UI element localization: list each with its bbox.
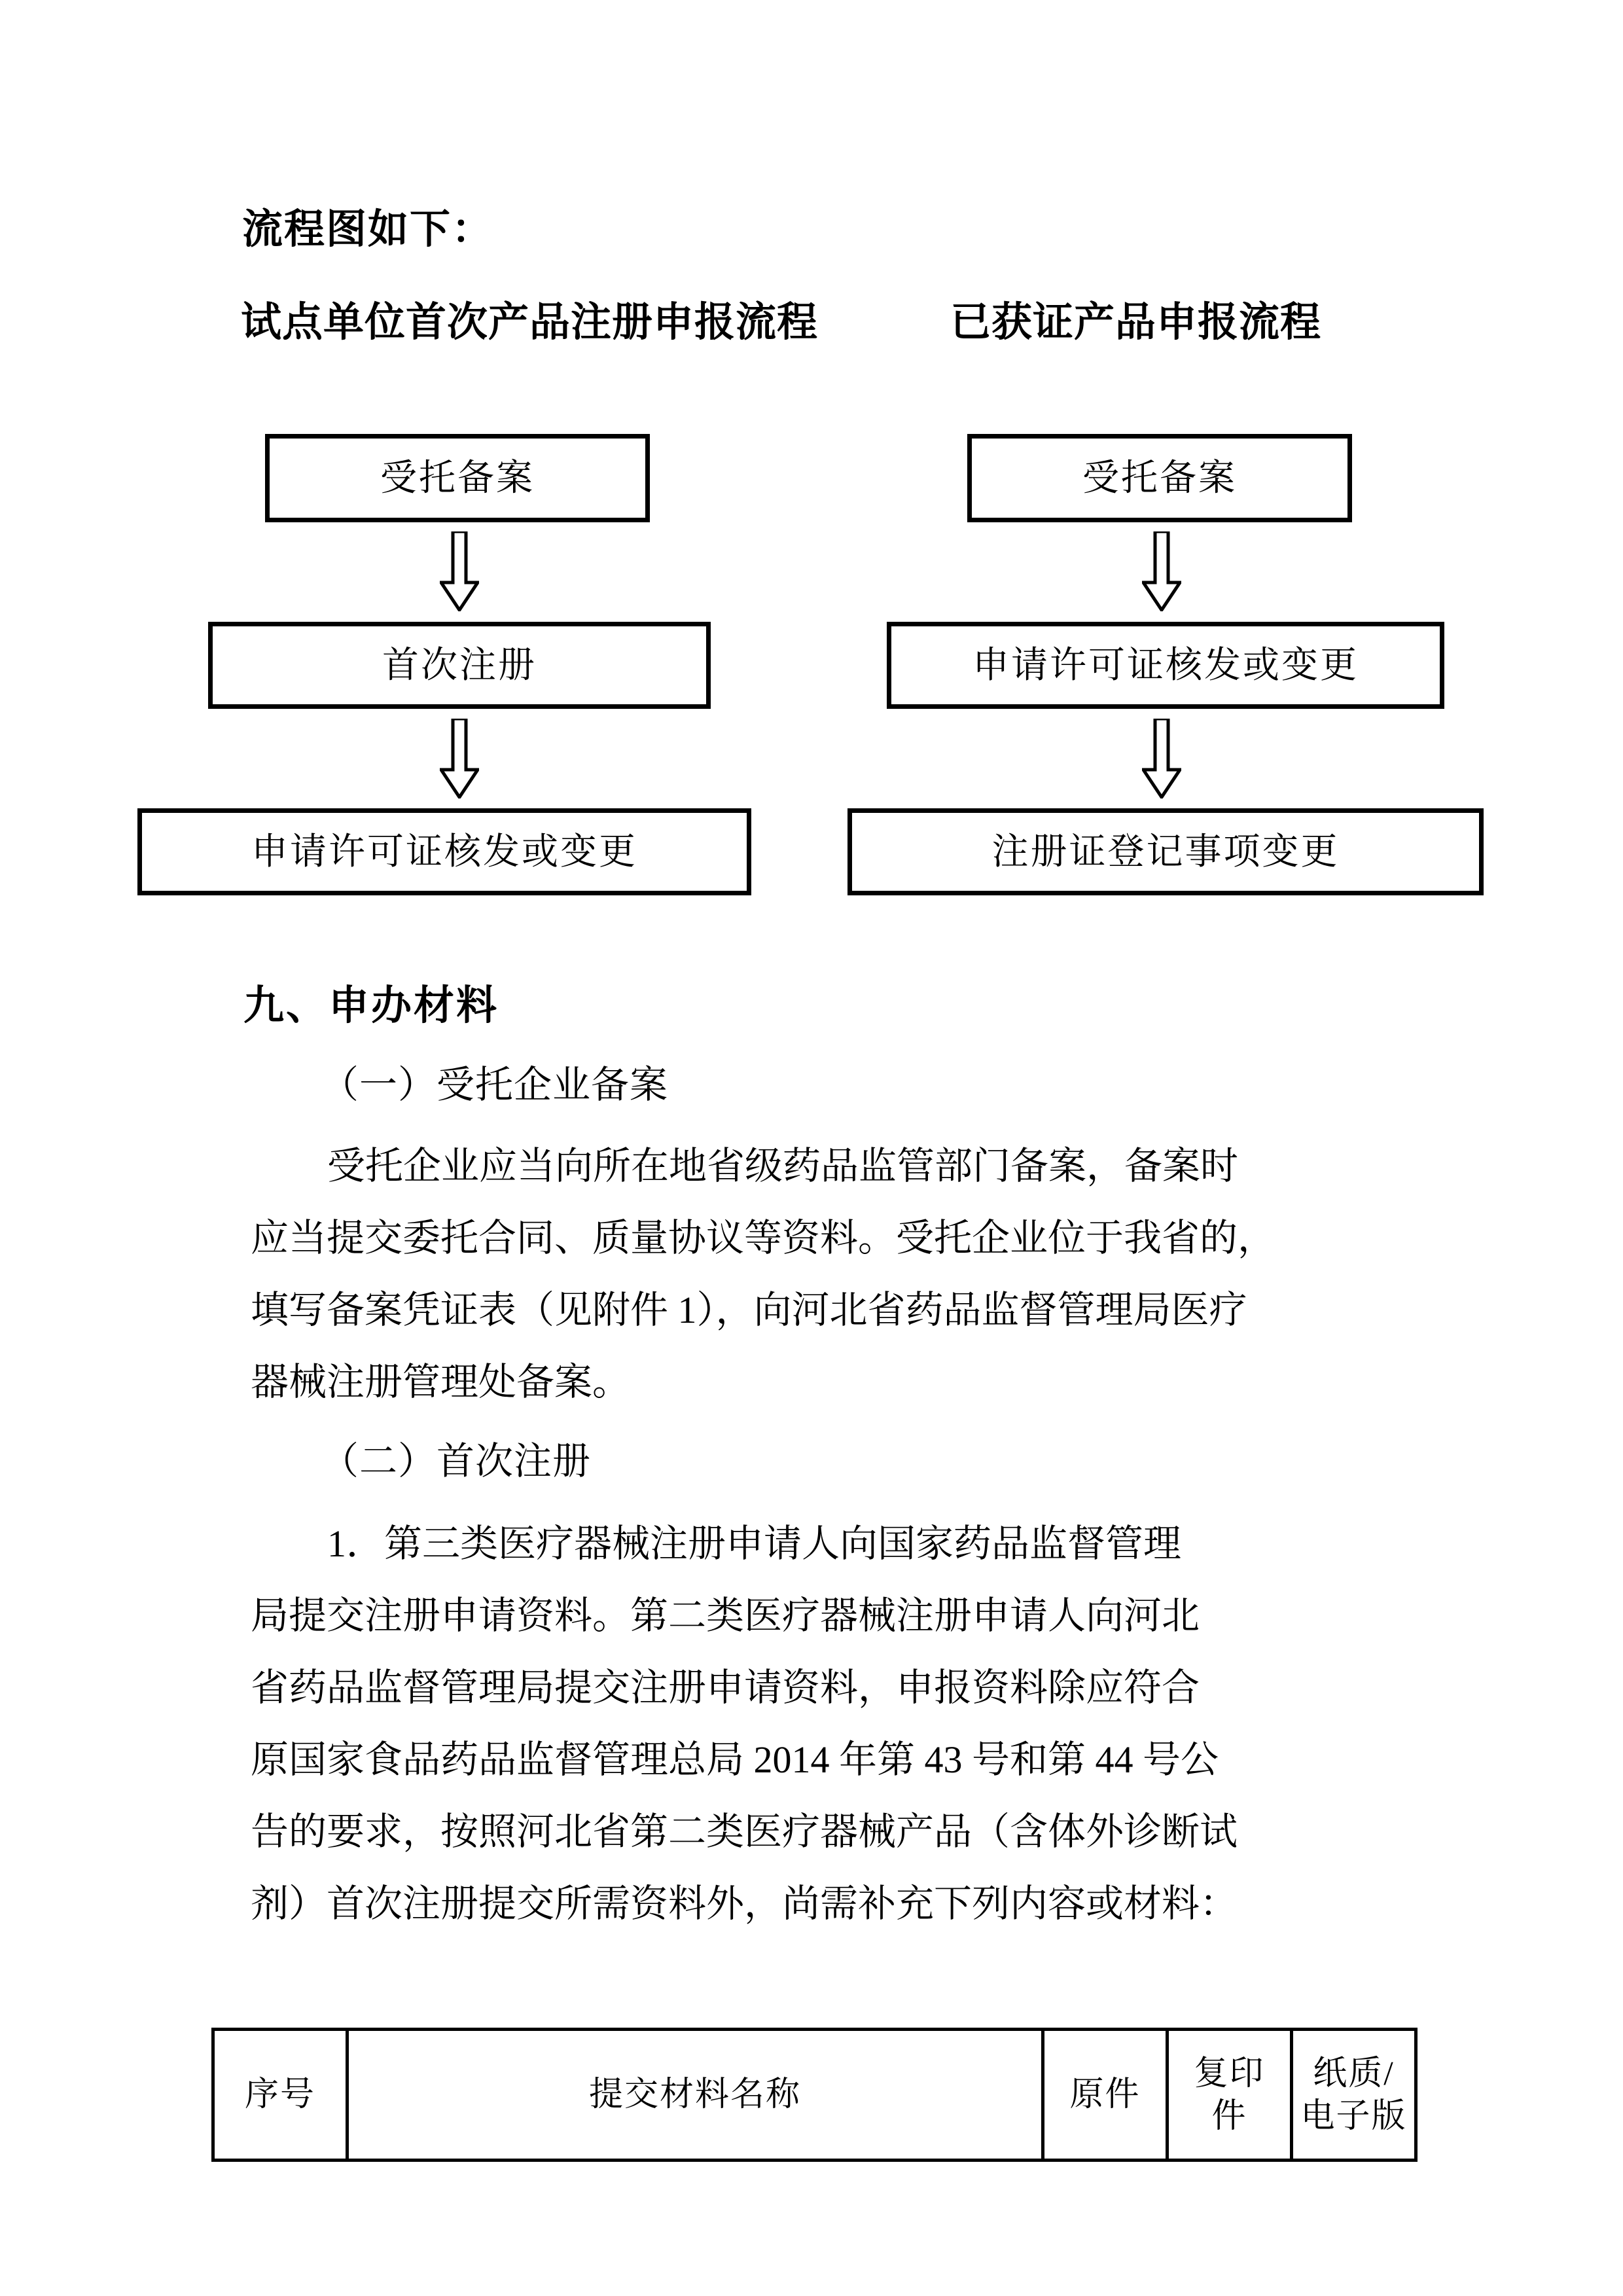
flowchart-title-left: 试点单位首次产品注册申报流程 [241,300,819,345]
table-header-format [1292,2030,1416,2161]
body-line: 剂）首次注册提交所需资料外，尚需补充下列内容或材料： [251,1882,1238,1925]
body-line: 器械注册管理处备案。 [251,1361,631,1403]
body-line: 原国家食品药品监督管理总局 2014 年第 43 号和第 44 号公 [251,1738,1219,1781]
flow-box-label: 受托备案 [380,457,535,499]
table-header-row [213,2030,1416,2161]
flow-box-label: 申请许可证核发或变更 [251,831,637,872]
flow-box-right-step-2 [887,622,1444,709]
body-line: 省药品监督管理局提交注册申请资料，申报资料除应符合 [251,1666,1200,1709]
flow-box-left-step-1 [265,434,650,522]
body-line: 告的要求，按照河北省第二类医疗器械产品（含体外诊断试 [251,1810,1238,1853]
down-arrow-icon [440,531,479,611]
table-header-copy-line1: 复印 [1194,2054,1265,2092]
body-line: 1．第三类医疗器械注册申请人向国家药品监督管理 [327,1522,1182,1565]
table-header-original: 原件 [1043,2030,1168,2161]
down-arrow-icon [1142,531,1181,611]
flow-box-label: 注册证登记事项变更 [991,831,1340,872]
flow-box-label: 申请许可证核发或变更 [972,645,1359,686]
flow-box-right-step-3 [847,808,1484,895]
intro-line: 流程图如下： [242,207,494,252]
flow-box-label: 首次注册 [382,645,537,686]
flow-box-left-step-3 [137,808,751,895]
body-line: 局提交注册申请资料。第二类医疗器械注册申请人向河北 [251,1594,1200,1637]
table-header-copy [1168,2030,1292,2161]
subsection-heading-two: （二）首次注册 [321,1440,592,1482]
section-heading-nine: 九、申办材料 [243,984,499,1028]
flow-box-label: 受托备案 [1082,457,1237,499]
body-line: 应当提交委托合同、质量协议等资料。受托企业位于我省的， [251,1217,1276,1259]
table-header-material-name: 提交材料名称 [348,2030,1043,2161]
down-arrow-icon [440,719,479,798]
subsection-heading-one: （一）受托企业备案 [321,1064,669,1106]
table-header-format-line1: 纸质/ [1313,2054,1395,2092]
table-header-seq: 序号 [213,2030,348,2161]
down-arrow-icon [1142,719,1181,798]
body-line: 受托企业应当向所在地省级药品监管部门备案，备案时 [327,1145,1239,1187]
table-header-copy-line2: 件 [1211,2097,1247,2135]
body-line: 填写备案凭证表（见附件 1），向河北省药品监督管理局医疗 [251,1289,1247,1331]
materials-table [211,2028,1418,2162]
flow-box-right-step-1 [967,434,1352,522]
table-header-format-line2: 电子版 [1300,2097,1407,2135]
flowchart-title-right: 已获证产品申报流程 [950,300,1322,345]
flow-box-left-step-2 [208,622,711,709]
